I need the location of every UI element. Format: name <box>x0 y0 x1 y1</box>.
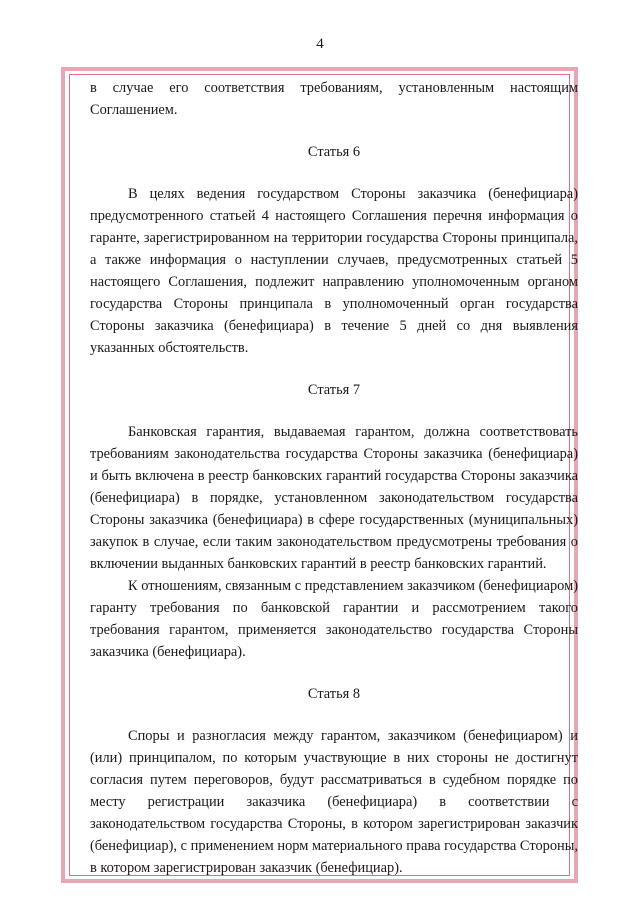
article-7-paragraph-2: К отношениям, связанным с представлением заказчиком (бенефициаром) гаранту требования по банковской гарантии и рассмотрением такого требования гарантом, применяется законодательство государства Стороны заказчика (бенефициара). <box>90 578 578 660</box>
page-number: 4 <box>316 36 324 52</box>
article-8-heading: Статья 8 <box>307 686 361 702</box>
article-8-paragraph: Споры и разногласия между гарантом, заказчиком (бенефициаром) и (или) принципалом, по которым участвующие в них стороны не достигнут согласия путем переговоров, будут рассматриваться в судебном порядке по месту регистрации заказчика (бенефициара) в соответствии с законодательством государства Стороны, в котором зарегистрирован заказчик (бенефициар), с применением норм материального права государства Стороны, в котором зарегистрирован заказчик (бенефициар). <box>90 728 578 876</box>
article-6-heading: Статья 6 <box>307 144 361 160</box>
article-6-paragraph: В целях ведения государством Стороны заказчика (бенефициара) предусмотренного статьей 4 настоящего Соглашения перечня информация о гаранте, зарегистрированном на территории государства Стороны принципала, а также информация о наступлении случаев, предусмотренных статьей 5 настоящего Соглашения, подлежит направлению уполномоченным органом государства Стороны принципала в уполномоченный орган государства Стороны заказчика (бенефициара) в течение 5 дней со дня выявления указанных обстоятельств. <box>90 186 578 356</box>
article-7-paragraph-1: Банковская гарантия, выдаваемая гарантом, должна соответствовать требованиям законодательства государства Стороны заказчика (бенефициара) и быть включена в реестр банковских гарантий государства Стороны заказчика (бенефициара) в порядке, установленном законодательством государства Стороны заказчика (бенефициара) в сфере государственных (муниципальных) закупок в случае, если таким законодательством предусмотрены требования о включении выданных банковских гарантий в реестр банковских гарантий. <box>90 424 578 572</box>
article-7-heading: Статья 7 <box>307 382 361 398</box>
intro-paragraph: в случае его соответствия требованиям, установленным настоящим Соглашением. <box>90 80 578 118</box>
document-body <box>90 77 578 879</box>
